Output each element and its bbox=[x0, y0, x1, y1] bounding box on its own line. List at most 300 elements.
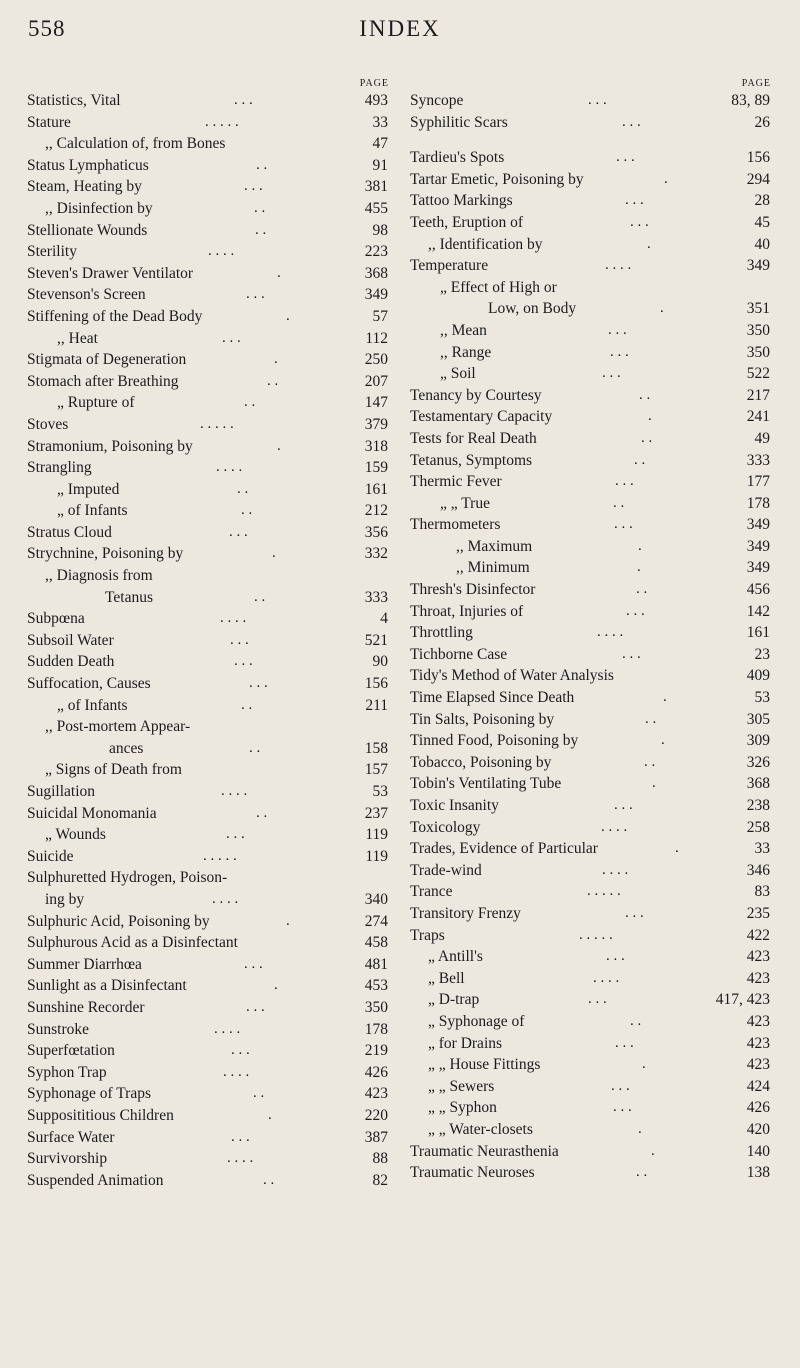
entry-page-number: 28 bbox=[754, 192, 770, 210]
entry-text: Tin Salts, Poisoning by bbox=[410, 710, 555, 728]
entry-page-number: 40 bbox=[754, 235, 770, 253]
index-entry bbox=[27, 1019, 393, 1041]
entry-leader-dots: . . . . bbox=[227, 1150, 254, 1167]
entry-page-number: 53 bbox=[372, 783, 388, 800]
entry-leader-dots: . bbox=[675, 840, 679, 857]
index-entry bbox=[410, 298, 775, 320]
entry-leader-dots: . . . bbox=[231, 1128, 250, 1145]
index-entry bbox=[410, 514, 775, 536]
entry-leader-dots: . . bbox=[256, 156, 268, 173]
entry-leader-dots: . . bbox=[254, 199, 266, 216]
index-entry bbox=[27, 911, 393, 933]
entry-text: Teeth, Eruption of bbox=[410, 213, 523, 231]
index-entry bbox=[27, 932, 393, 954]
entry-page-number: 161 bbox=[746, 624, 770, 642]
entry-leader-dots: . . . bbox=[625, 192, 644, 209]
entry-leader-dots: . bbox=[286, 307, 290, 324]
index-entry bbox=[410, 730, 775, 752]
entry-text: Summer Diarrhœa bbox=[27, 955, 142, 973]
entry-page-number: 161 bbox=[364, 480, 388, 498]
entry-page-number: 426 bbox=[746, 1099, 770, 1117]
index-entry bbox=[410, 1054, 775, 1076]
entry-text: Sugillation bbox=[27, 783, 96, 800]
entry-page-number: 82 bbox=[372, 1171, 388, 1189]
entry-text: ,, Mean bbox=[440, 321, 487, 339]
entry-page-number: 147 bbox=[364, 394, 388, 412]
entry-leader-dots: . . . bbox=[611, 1077, 630, 1094]
entry-page-number: 33 bbox=[372, 113, 388, 131]
index-entry bbox=[410, 277, 775, 299]
index-entry bbox=[410, 342, 775, 364]
entry-text: Stramonium, Poisoning by bbox=[27, 437, 193, 455]
index-entry bbox=[27, 1062, 393, 1084]
index-entry bbox=[410, 90, 775, 112]
entry-page-number: 350 bbox=[746, 321, 770, 339]
entry-leader-dots: . . bbox=[613, 494, 625, 511]
index-entry bbox=[410, 557, 775, 579]
entry-page-number: 91 bbox=[372, 156, 388, 174]
entry-page-number: 409 bbox=[746, 667, 770, 685]
index-entry bbox=[410, 363, 775, 385]
entry-page-number: 318 bbox=[364, 437, 388, 455]
entry-page-number: 333 bbox=[364, 588, 388, 606]
entry-text: Status Lymphaticus bbox=[27, 156, 149, 174]
index-entry bbox=[27, 155, 393, 177]
index-entry bbox=[410, 406, 775, 428]
entry-text: Syncope bbox=[410, 92, 464, 109]
entry-text: ances bbox=[109, 739, 144, 757]
entry-page-number: 426 bbox=[364, 1063, 388, 1081]
entry-leader-dots: . bbox=[661, 732, 665, 749]
entry-page-number: 333 bbox=[746, 451, 770, 469]
entry-leader-dots: . . . bbox=[244, 178, 263, 195]
entry-text: Sulphuretted Hydrogen, Poison- bbox=[27, 869, 228, 887]
index-entry bbox=[410, 579, 775, 601]
entry-text: Trade-wind bbox=[410, 861, 482, 879]
entry-text: Tetanus, Symptoms bbox=[410, 451, 533, 469]
index-entry bbox=[27, 738, 393, 760]
index-entry bbox=[27, 220, 393, 242]
index-entry bbox=[27, 695, 393, 717]
index-entry bbox=[410, 838, 775, 860]
entry-leader-dots: . . bbox=[630, 1012, 642, 1029]
entry-leader-dots: . . bbox=[254, 588, 266, 605]
index-entry bbox=[27, 1127, 393, 1149]
entry-page-number: 356 bbox=[364, 523, 388, 541]
index-entry bbox=[410, 234, 775, 256]
entry-leader-dots: . . . . bbox=[602, 861, 629, 878]
index-entry bbox=[27, 306, 393, 328]
page-column-label: PAGE bbox=[359, 78, 389, 89]
entry-text: Tichborne Case bbox=[410, 645, 508, 663]
entry-page-number: 88 bbox=[372, 1150, 388, 1168]
index-entry bbox=[27, 651, 393, 673]
entry-page-number: 157 bbox=[364, 761, 388, 779]
entry-leader-dots: . . bbox=[641, 429, 653, 446]
entry-leader-dots: . . bbox=[244, 394, 256, 411]
entry-text: Syphonage of Traps bbox=[27, 1085, 152, 1103]
entry-leader-dots: . . . bbox=[246, 998, 265, 1015]
entry-text: Toxicology bbox=[410, 818, 481, 836]
entry-page-number: 258 bbox=[746, 818, 770, 836]
entry-text: Syphon Trap bbox=[27, 1063, 107, 1081]
entry-leader-dots: . . . bbox=[622, 113, 641, 130]
index-entry bbox=[27, 630, 393, 652]
entry-page-number: 217 bbox=[746, 386, 770, 404]
entry-leader-dots: . . . bbox=[614, 797, 633, 813]
entry-leader-dots: . . . . bbox=[605, 257, 632, 274]
entry-leader-dots: . bbox=[274, 977, 278, 994]
entry-page-number: 379 bbox=[364, 415, 388, 433]
index-entry bbox=[27, 371, 393, 393]
entry-page-number: 521 bbox=[364, 631, 388, 649]
entry-page-number: 349 bbox=[364, 286, 388, 304]
entry-page-number: 140 bbox=[746, 1142, 770, 1160]
entry-text: Statistics, Vital bbox=[27, 92, 121, 109]
left-index-column bbox=[27, 78, 393, 1191]
entry-leader-dots: . bbox=[648, 408, 652, 425]
entry-text: Stratus Cloud bbox=[27, 523, 112, 541]
entry-text: Tests for Real Death bbox=[410, 429, 537, 447]
entry-leader-dots: . . bbox=[267, 372, 279, 389]
entry-leader-dots: . bbox=[660, 300, 664, 317]
entry-leader-dots: . . bbox=[253, 1085, 265, 1102]
entry-text: Sunlight as a Disinfectant bbox=[27, 977, 187, 995]
entry-page-number: 456 bbox=[746, 581, 770, 599]
entry-leader-dots: . bbox=[277, 437, 281, 454]
entry-page-number: 493 bbox=[364, 92, 388, 109]
entry-page-number: 83 bbox=[754, 883, 770, 901]
entry-text: „ of Infants bbox=[57, 696, 128, 714]
entry-leader-dots: . bbox=[647, 235, 651, 252]
entry-text: Strangling bbox=[27, 459, 92, 477]
entry-page-number: 368 bbox=[364, 264, 388, 282]
index-entry bbox=[27, 500, 393, 522]
index-entry bbox=[27, 716, 393, 738]
entry-page-number: 458 bbox=[364, 934, 388, 952]
entry-page-number: 45 bbox=[754, 213, 770, 231]
index-entry bbox=[410, 665, 775, 687]
entry-leader-dots: . . bbox=[249, 739, 261, 756]
entry-text: Superfœtation bbox=[27, 1042, 115, 1060]
index-entry bbox=[410, 903, 775, 925]
entry-text: Tardieu's Spots bbox=[410, 149, 505, 167]
index-entry bbox=[410, 1097, 775, 1119]
page-header bbox=[0, 12, 800, 48]
entry-text: Strychnine, Poisoning by bbox=[27, 545, 184, 563]
entry-page-number: 83, 89 bbox=[731, 92, 770, 109]
entry-text: ,, Minimum bbox=[456, 559, 530, 577]
entry-page-number: 49 bbox=[754, 429, 770, 447]
entry-leader-dots: . . . bbox=[614, 516, 633, 533]
entry-text: Supposititious Children bbox=[27, 1106, 174, 1124]
entry-leader-dots: . . . bbox=[229, 523, 248, 540]
entry-page-number: 423 bbox=[746, 1034, 770, 1052]
index-entry bbox=[27, 1148, 393, 1170]
entry-text: Tidy's Method of Water Analysis bbox=[410, 667, 614, 685]
index-entry bbox=[410, 385, 775, 407]
entry-page-number: 142 bbox=[746, 602, 770, 620]
index-entry bbox=[27, 436, 393, 458]
entry-leader-dots: . . bbox=[634, 451, 646, 468]
entry-text: „ „ House Fittings bbox=[428, 1056, 541, 1074]
entry-page-number: 417, 423 bbox=[715, 991, 770, 1009]
entry-leader-dots: . . . bbox=[616, 149, 635, 166]
entry-text: Tobacco, Poisoning by bbox=[410, 753, 552, 771]
entry-text: Traps bbox=[410, 926, 445, 944]
index-entry bbox=[27, 673, 393, 695]
index-entry bbox=[27, 846, 393, 868]
entry-leader-dots: . . . . bbox=[208, 243, 235, 260]
entry-leader-dots: . . . . bbox=[597, 624, 624, 641]
entry-leader-dots: . . bbox=[636, 581, 648, 598]
entry-text: „ Syphonage of bbox=[428, 1012, 525, 1030]
index-entry bbox=[410, 622, 775, 644]
entry-leader-dots: . . . bbox=[615, 1034, 634, 1051]
entry-page-number: 453 bbox=[364, 977, 388, 995]
page-number: 558 bbox=[28, 16, 66, 41]
entry-text: Stature bbox=[27, 113, 71, 131]
entry-leader-dots: . . . . bbox=[223, 1063, 250, 1080]
index-entry bbox=[410, 773, 775, 795]
entry-page-number: 119 bbox=[365, 826, 388, 844]
entry-text: Stellionate Wounds bbox=[27, 221, 148, 239]
index-entry bbox=[410, 1141, 775, 1163]
index-entry bbox=[27, 1083, 393, 1105]
index-entry bbox=[410, 752, 775, 774]
entry-text: Tattoo Markings bbox=[410, 192, 513, 210]
entry-text: ,, Range bbox=[440, 343, 492, 361]
entry-text: „ Signs of Death from bbox=[45, 761, 182, 779]
entry-text: Subsoil Water bbox=[27, 631, 114, 649]
section-gap bbox=[410, 133, 775, 147]
index-entry bbox=[410, 968, 775, 990]
entry-leader-dots: . bbox=[652, 775, 656, 792]
entry-text: Sterility bbox=[27, 243, 77, 261]
entry-leader-dots: . . . . . bbox=[200, 415, 234, 432]
index-entry bbox=[27, 90, 393, 112]
entry-leader-dots: . bbox=[663, 689, 667, 706]
index-entry bbox=[410, 687, 775, 709]
entry-text: Testamentary Capacity bbox=[410, 408, 553, 426]
entry-leader-dots: . bbox=[274, 351, 278, 368]
entry-leader-dots: . . . . bbox=[214, 1020, 241, 1037]
entry-page-number: 455 bbox=[364, 199, 388, 217]
index-entry bbox=[27, 1105, 393, 1127]
index-entry bbox=[410, 112, 775, 134]
entry-page-number: 420 bbox=[746, 1120, 770, 1138]
entry-page-number: 26 bbox=[754, 113, 770, 131]
entry-page-number: 158 bbox=[364, 739, 388, 757]
entry-text: ,, Diagnosis from bbox=[45, 567, 153, 585]
entry-leader-dots: . . . . . bbox=[579, 926, 613, 943]
entry-leader-dots: . bbox=[638, 1120, 642, 1137]
entry-leader-dots: . . . bbox=[602, 365, 621, 382]
entry-page-number: 250 bbox=[364, 351, 388, 369]
entry-page-number: 98 bbox=[372, 221, 388, 239]
entry-leader-dots: . . . bbox=[222, 329, 241, 346]
index-entry bbox=[410, 795, 775, 817]
index-entry bbox=[410, 493, 775, 515]
entry-text: „ of Infants bbox=[57, 502, 128, 520]
entry-page-number: 220 bbox=[364, 1106, 388, 1124]
entry-page-number: 294 bbox=[746, 170, 770, 188]
entry-leader-dots: . . . . bbox=[593, 969, 620, 986]
entry-page-number: 346 bbox=[746, 861, 770, 879]
entry-text: Syphilitic Scars bbox=[410, 113, 508, 131]
entry-leader-dots: . bbox=[637, 559, 641, 576]
entry-page-number: 159 bbox=[364, 459, 388, 477]
index-entry bbox=[27, 565, 393, 587]
entry-leader-dots: . . . . . bbox=[587, 883, 621, 900]
entry-text: „ „ Syphon bbox=[428, 1099, 497, 1117]
entry-text: Sunshine Recorder bbox=[27, 998, 145, 1016]
entry-text: „ Effect of High or bbox=[440, 278, 557, 296]
entry-leader-dots: . . . . bbox=[221, 783, 248, 799]
entry-page-number: 309 bbox=[746, 732, 770, 750]
entry-leader-dots: . . bbox=[636, 1164, 648, 1181]
index-entry bbox=[410, 450, 775, 472]
index-entry bbox=[410, 536, 775, 558]
entry-text: „ „ Water-closets bbox=[428, 1120, 533, 1138]
entry-text: Thermic Fever bbox=[410, 473, 502, 491]
index-entry bbox=[27, 803, 393, 825]
entry-leader-dots: . bbox=[638, 537, 642, 554]
entry-page-number: 522 bbox=[746, 365, 770, 383]
entry-page-number: 423 bbox=[746, 969, 770, 987]
entry-leader-dots: . . . bbox=[608, 321, 627, 338]
entry-text: Thresh's Disinfector bbox=[410, 581, 536, 599]
index-entry bbox=[27, 889, 393, 911]
index-entry bbox=[410, 1162, 775, 1184]
entry-text: Temperature bbox=[410, 257, 489, 275]
entry-page-number: 112 bbox=[365, 329, 388, 347]
entry-text: ,, Heat bbox=[57, 329, 98, 347]
entry-text: ,, Disinfection by bbox=[45, 199, 153, 217]
index-entry bbox=[27, 133, 393, 155]
index-entry bbox=[27, 522, 393, 544]
right-index-column bbox=[410, 78, 775, 1184]
entry-text: ,, Post-mortem Appear- bbox=[45, 718, 191, 736]
entry-page-number: 274 bbox=[364, 912, 388, 930]
index-entry bbox=[27, 328, 393, 350]
entry-page-number: 177 bbox=[746, 473, 770, 491]
entry-leader-dots: . . . bbox=[230, 631, 249, 648]
entry-text: Low, on Body bbox=[488, 300, 577, 318]
index-entry bbox=[410, 255, 775, 277]
index-entry bbox=[27, 587, 393, 609]
entry-leader-dots: . . . bbox=[606, 948, 625, 965]
entry-page-number: 423 bbox=[746, 948, 770, 966]
entry-text: Survivorship bbox=[27, 1150, 108, 1168]
entry-page-number: 481 bbox=[364, 955, 388, 973]
entry-leader-dots: . . bbox=[645, 710, 657, 727]
entry-page-number: 350 bbox=[364, 998, 388, 1016]
index-entry bbox=[410, 212, 775, 234]
entry-page-number: 424 bbox=[746, 1077, 770, 1095]
entry-page-number: 332 bbox=[364, 545, 388, 563]
entry-text: Suspended Animation bbox=[27, 1171, 164, 1189]
index-entry bbox=[27, 759, 393, 781]
index-entry bbox=[410, 320, 775, 342]
entry-text: „ for Drains bbox=[428, 1034, 503, 1052]
index-entry bbox=[410, 817, 775, 839]
index-entry bbox=[27, 1170, 393, 1192]
entry-page-number: 423 bbox=[746, 1056, 770, 1074]
entry-page-number: 241 bbox=[746, 408, 770, 426]
entry-page-number: 349 bbox=[746, 559, 770, 577]
entry-leader-dots: . . . . bbox=[216, 459, 243, 476]
entry-page-number: 326 bbox=[746, 753, 770, 771]
entry-text: „ Rupture of bbox=[57, 394, 135, 412]
entry-text: Steven's Drawer Ventilator bbox=[27, 264, 194, 282]
entry-leader-dots: . bbox=[268, 1106, 272, 1123]
entry-text: Sulphuric Acid, Poisoning by bbox=[27, 912, 210, 930]
index-entry bbox=[27, 1040, 393, 1062]
index-entry bbox=[410, 644, 775, 666]
entry-text: Tenancy by Courtesy bbox=[410, 386, 542, 404]
entry-leader-dots: . . . bbox=[626, 602, 645, 619]
entry-leader-dots: . . . bbox=[234, 92, 253, 108]
entry-leader-dots: . . . bbox=[588, 991, 607, 1008]
entry-leader-dots: . bbox=[651, 1142, 655, 1159]
entry-page-number: 423 bbox=[364, 1085, 388, 1103]
entry-text: Trance bbox=[410, 883, 453, 901]
index-entry bbox=[27, 997, 393, 1019]
entry-leader-dots: . . . bbox=[234, 653, 253, 670]
entry-text: Tinned Food, Poisoning by bbox=[410, 732, 579, 750]
index-entry bbox=[27, 824, 393, 846]
entry-text: ,, Maximum bbox=[456, 537, 533, 555]
entry-text: Stoves bbox=[27, 415, 69, 433]
entry-leader-dots: . . . bbox=[226, 826, 245, 843]
entry-leader-dots: . . . bbox=[244, 955, 263, 972]
entry-leader-dots: . . . bbox=[610, 343, 629, 360]
entry-page-number: 4 bbox=[380, 610, 388, 628]
index-entry bbox=[27, 392, 393, 414]
entry-page-number: 238 bbox=[746, 797, 770, 814]
entry-text: Sulphurous Acid as a Disinfectant bbox=[27, 934, 238, 952]
entry-page-number: 119 bbox=[365, 847, 388, 865]
entry-page-number: 156 bbox=[364, 675, 388, 693]
entry-text: Subpœna bbox=[27, 610, 85, 628]
index-entry bbox=[410, 428, 775, 450]
entry-page-number: 381 bbox=[364, 178, 388, 196]
entry-leader-dots: . . . bbox=[613, 1099, 632, 1116]
index-entry bbox=[27, 263, 393, 285]
index-entry bbox=[410, 147, 775, 169]
index-entry bbox=[27, 457, 393, 479]
entry-text: „ „ Sewers bbox=[428, 1077, 495, 1095]
entry-text: Time Elapsed Since Death bbox=[410, 689, 575, 707]
entry-page-number: 387 bbox=[364, 1128, 388, 1146]
entry-page-number: 211 bbox=[365, 696, 388, 714]
index-entry bbox=[410, 1076, 775, 1098]
entry-page-number: 423 bbox=[746, 1012, 770, 1030]
entry-text: Stiffening of the Dead Body bbox=[27, 307, 203, 325]
entry-page-number: 207 bbox=[364, 372, 388, 390]
entry-text: Traumatic Neurasthenia bbox=[410, 1142, 559, 1160]
entry-page-number: 349 bbox=[746, 537, 770, 555]
index-entry bbox=[410, 925, 775, 947]
entry-text: Toxic Insanity bbox=[410, 797, 499, 814]
entry-page-number: 57 bbox=[372, 307, 388, 325]
entry-page-number: 305 bbox=[746, 710, 770, 728]
entry-page-number: 53 bbox=[754, 689, 770, 707]
entry-text: Transitory Frenzy bbox=[410, 904, 521, 922]
entry-leader-dots: . . . . . bbox=[203, 847, 237, 864]
entry-text: „ Antill's bbox=[428, 948, 483, 966]
